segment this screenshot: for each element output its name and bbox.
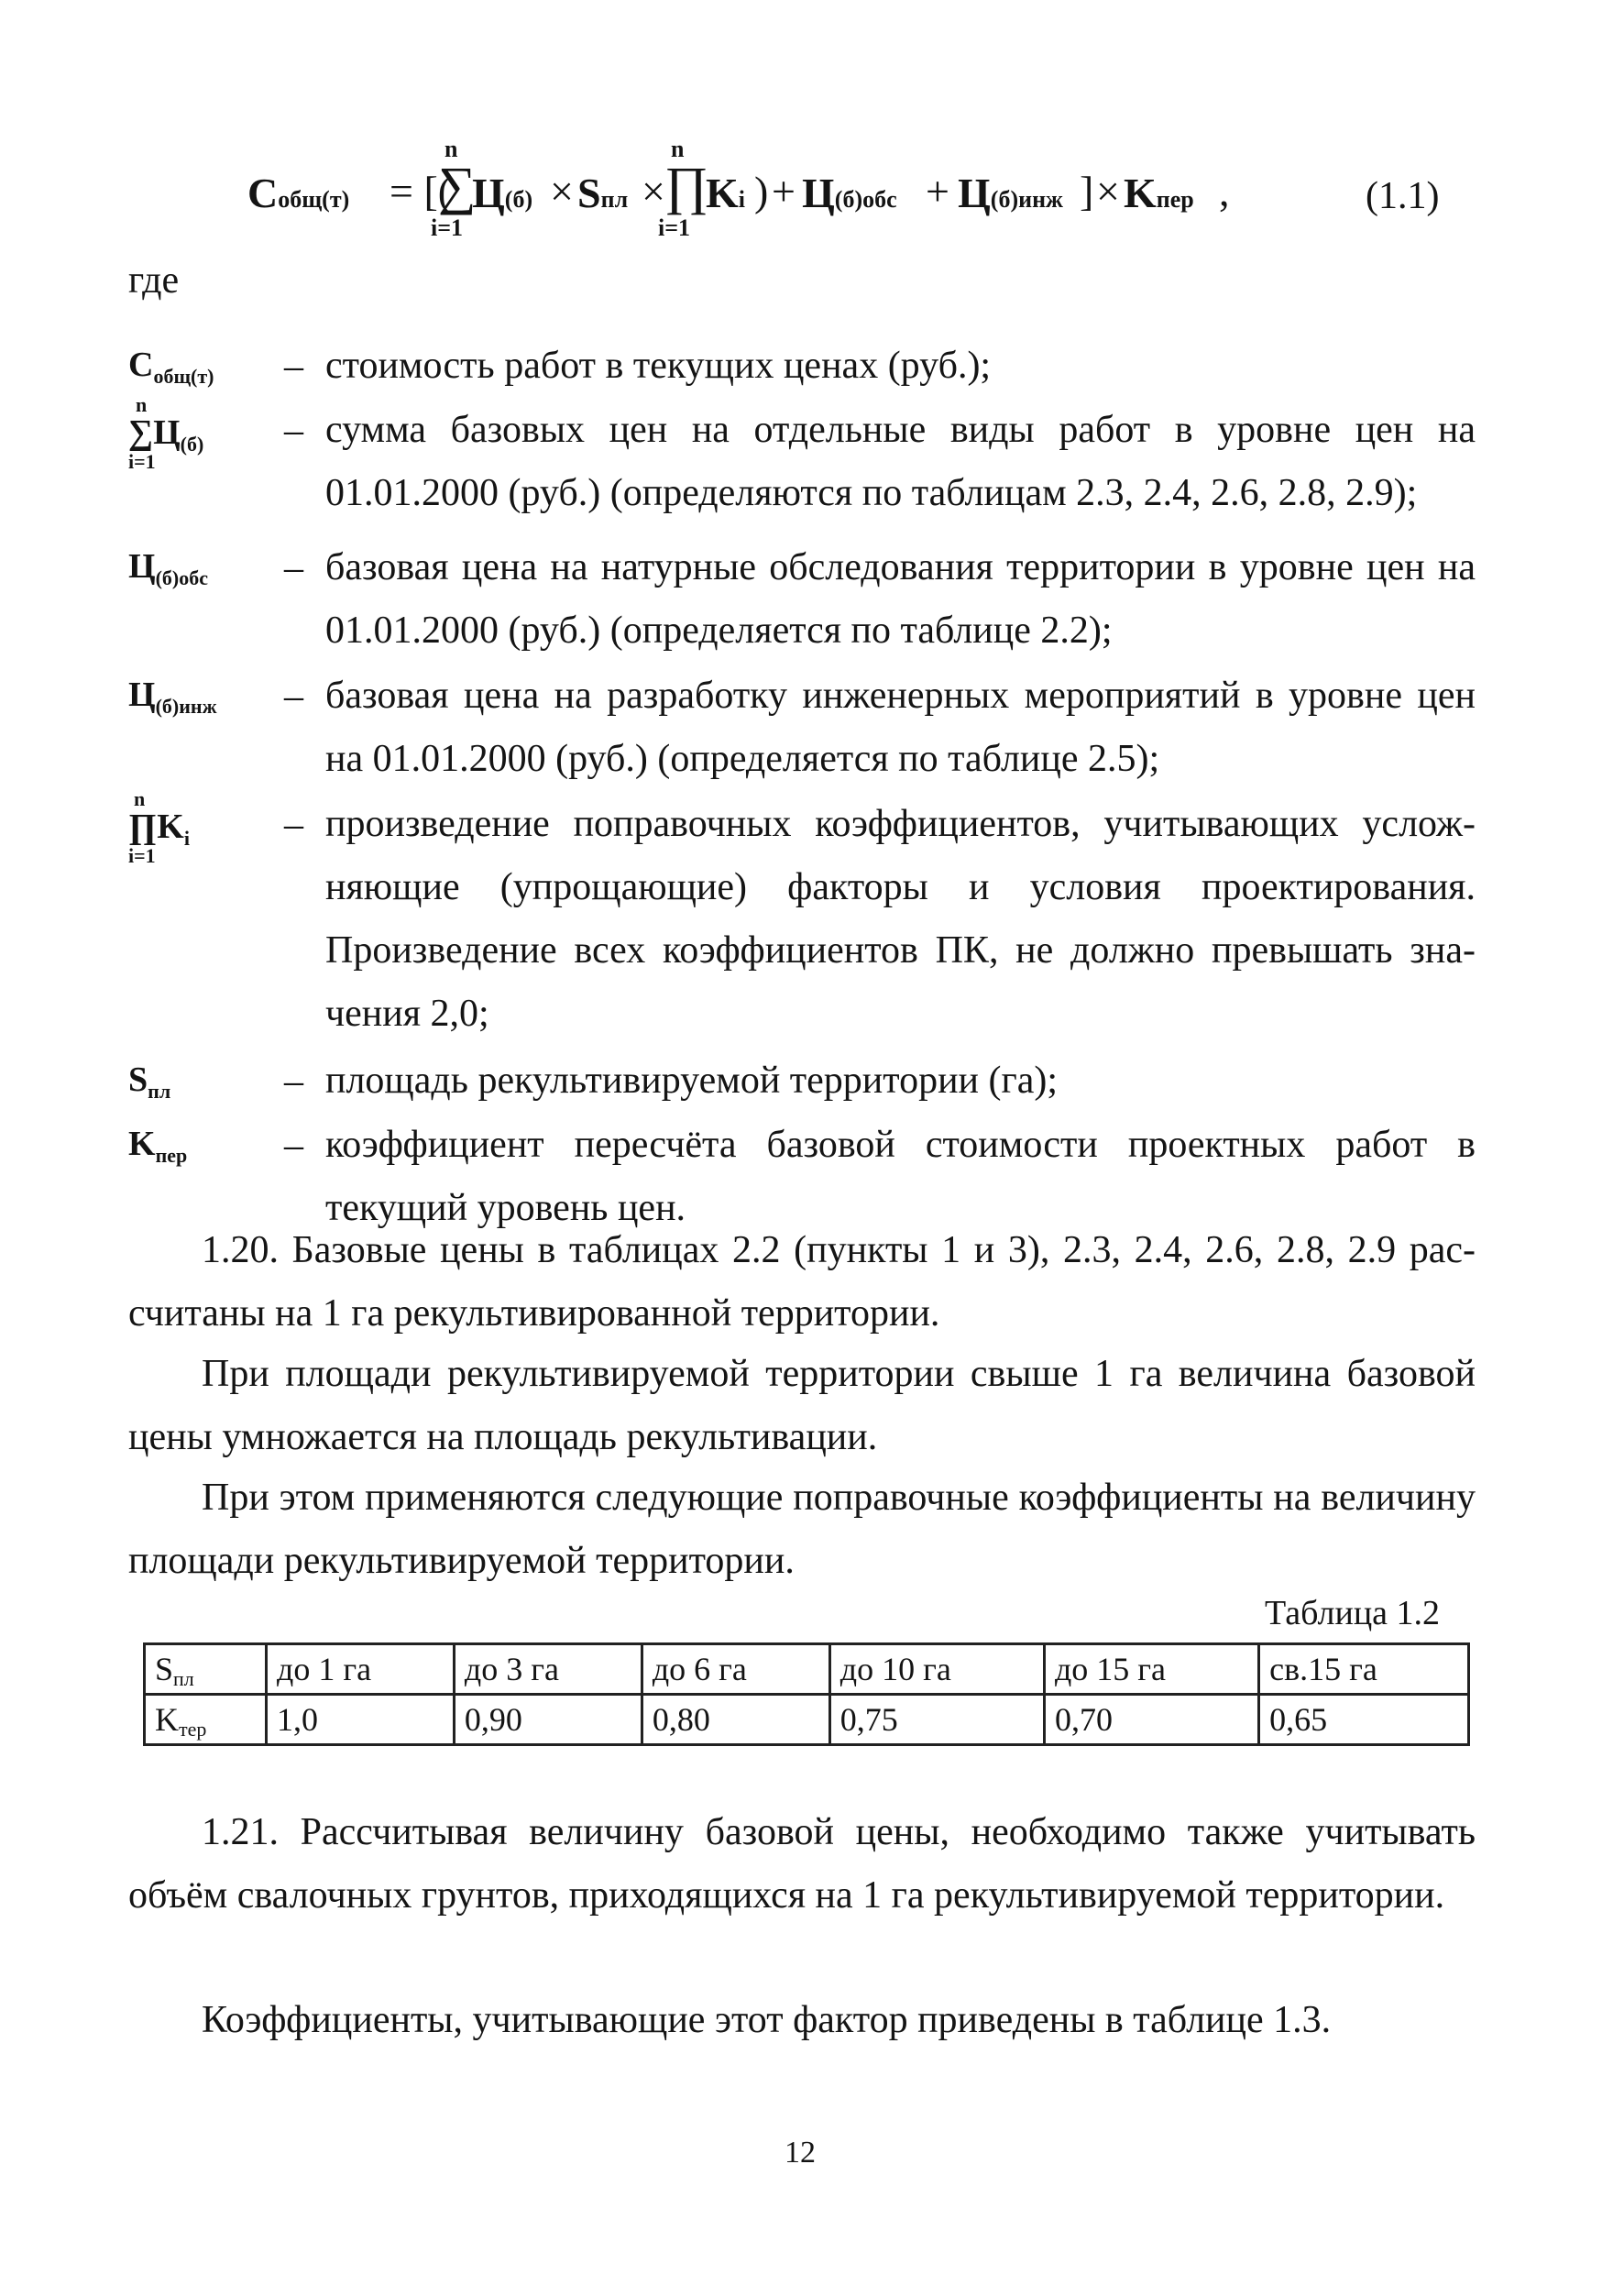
table-cell: 0,75: [829, 1695, 1044, 1745]
definition-item: [128, 335, 1476, 399]
definition-text: стоимость работ в текущих ценах (руб.);: [325, 345, 992, 387]
table-cell: до 6 га: [642, 1644, 829, 1695]
formula-plus-2: +: [926, 168, 949, 214]
definition-text: базовая цена на разработку инженерных мероприятий в уровне цен на 01.01.2000 (руб.) (определяется по таблице 2.5);: [325, 675, 1476, 780]
definition-text: площадь рекультивируемой территории (га);: [325, 1060, 1059, 1102]
table-row: [145, 1644, 1469, 1695]
formula-k-per: Kпер: [1124, 170, 1194, 216]
definition-symbol: $С_{общ(т)}$: [128, 346, 214, 388]
definition-dash: –: [284, 1125, 303, 1167]
definition-item: [128, 665, 1476, 793]
paragraph-coefficients-intro: При этом применяются следующие поправочные коэффициенты на величину площади рекультивируемой территории.: [128, 1477, 1476, 1582]
formula-plus-1: +: [772, 168, 796, 214]
table-header-cell: Sпл: [145, 1644, 267, 1695]
formula-price-inzh: Ц(б)инж: [958, 170, 1063, 216]
formula-lhs: Собщ(т): [247, 170, 350, 216]
where-word: где: [128, 259, 180, 302]
table-row: [145, 1695, 1469, 1745]
definition-text: произведение поправочных коэффициентов, учитывающих усложняющие (упрощающие) факторы и условия проектирования. Произведение всех коэффициентов ПК, не должно превышать значения 2,0;: [325, 803, 1476, 1035]
formula-area: Sпл: [577, 170, 629, 216]
sum-sign: ∑: [438, 156, 477, 215]
table-cell: до 3 га: [454, 1644, 642, 1695]
formula-close-bracket: ]: [1080, 168, 1094, 214]
definition-dash: –: [284, 547, 303, 589]
definition-dash: –: [284, 410, 303, 452]
definition-item: n $\sum Ц_{(б)}$ i=1 – сумма базовых цен на отдельные виды работ в уровне цен на 01.01.2000 (руб.) (определяются по таблицам 2.3, 2.4, 2.6, 2.8, 2.9);: [128, 399, 1476, 536]
paragraph-1-20: 1.20. Базовые цены в таблицах 2.2 (пункты 1 и 3), 2.3, 2.4, 2.6, 2.8, 2.9 рассчитаны на 1 га рекультивированной территории.: [128, 1229, 1476, 1335]
table-cell: 0,65: [1259, 1695, 1469, 1745]
definition-symbol: $K_{пер}$: [128, 1125, 188, 1167]
definition-item: [128, 1049, 1476, 1114]
definition-dash: –: [284, 676, 303, 718]
formula-1-1: [247, 136, 1283, 241]
table-cell: 0,80: [642, 1695, 829, 1745]
sum-lower-limit: i=1: [431, 214, 464, 241]
definition-dash: –: [284, 804, 303, 846]
definition-symbol: $Ц_{(б)инж}$: [128, 676, 217, 718]
sum-upper-limit: n: [444, 136, 458, 162]
table-cell: 0,90: [454, 1695, 642, 1745]
coefficient-table: [143, 1642, 1470, 1746]
definition-text: коэффициент пересчёта базовой стоимости проектных работ в текущий уровень цен.: [325, 1124, 1476, 1229]
definition-item: [128, 536, 1476, 665]
formula-close-paren: ): [754, 168, 769, 214]
table-cell: до 15 га: [1044, 1644, 1258, 1695]
table-cell: до 10 га: [829, 1644, 1044, 1695]
paragraph-area-over-1ha: При площади рекультивируемой территории свыше 1 га величина базовой цены умножается на площадь рекультивации.: [128, 1353, 1476, 1458]
table-header-cell: Kтер: [145, 1695, 267, 1745]
formula-price: Ц(б): [472, 170, 533, 216]
definitions-list: [128, 335, 1476, 1242]
paragraph-1-21: 1.21. Рассчитывая величину базовой цены, необходимо также учитывать объём свалочных грунтов, приходящихся на 1 га рекультивируемой территории.: [128, 1811, 1476, 1917]
formula-eq-open: = [(: [390, 168, 453, 214]
definition-dash: –: [284, 346, 303, 388]
formula-times-1: ×: [550, 168, 574, 214]
prod-upper-limit: n: [671, 136, 685, 162]
table-caption: Таблица 1.2: [1265, 1594, 1441, 1632]
paragraph-table-1-3-ref: Коэффициенты, учитывающие этот фактор приведены в таблице 1.3.: [202, 1999, 1332, 2041]
definition-symbol: $S_{пл}$: [128, 1060, 171, 1103]
formula-comma: ,: [1219, 168, 1230, 214]
formula-times-3: ×: [1096, 168, 1120, 214]
table-cell: 1,0: [267, 1695, 455, 1745]
equation-number: (1.1): [1366, 175, 1440, 217]
definition-item: n $\prod K_i$ i=1 – произведение поправочных коэффициентов, учитывающих усложняющие (упрощающие) факторы и условия проектирования. Произведение всех коэффициентов ПК, не должно превышать значения 2,0;: [128, 793, 1476, 1049]
definition-symbol: $Ц_{(б)обс}$: [128, 547, 208, 589]
definition-text: сумма базовых цен на отдельные виды работ в уровне цен на 01.01.2000 (руб.) (определяются по таблицам 2.3, 2.4, 2.6, 2.8, 2.9);: [325, 409, 1476, 514]
formula-k-i: Ki: [706, 170, 746, 216]
table-cell: 0,70: [1044, 1695, 1258, 1745]
table-cell: св.15 га: [1259, 1644, 1469, 1695]
definition-dash: –: [284, 1060, 303, 1103]
prod-lower-limit: i=1: [658, 214, 691, 241]
formula-price-obs: Ц(б)обс: [802, 170, 897, 216]
formula-times-2: ×: [642, 168, 665, 214]
prod-sign: ∏: [664, 156, 708, 215]
page-number: 12: [785, 2136, 816, 2170]
table-cell: до 1 га: [267, 1644, 455, 1695]
definition-text: базовая цена на натурные обследования территории в уровне цен на 01.01.2000 (руб.) (определяется по таблице 2.2);: [325, 546, 1476, 652]
